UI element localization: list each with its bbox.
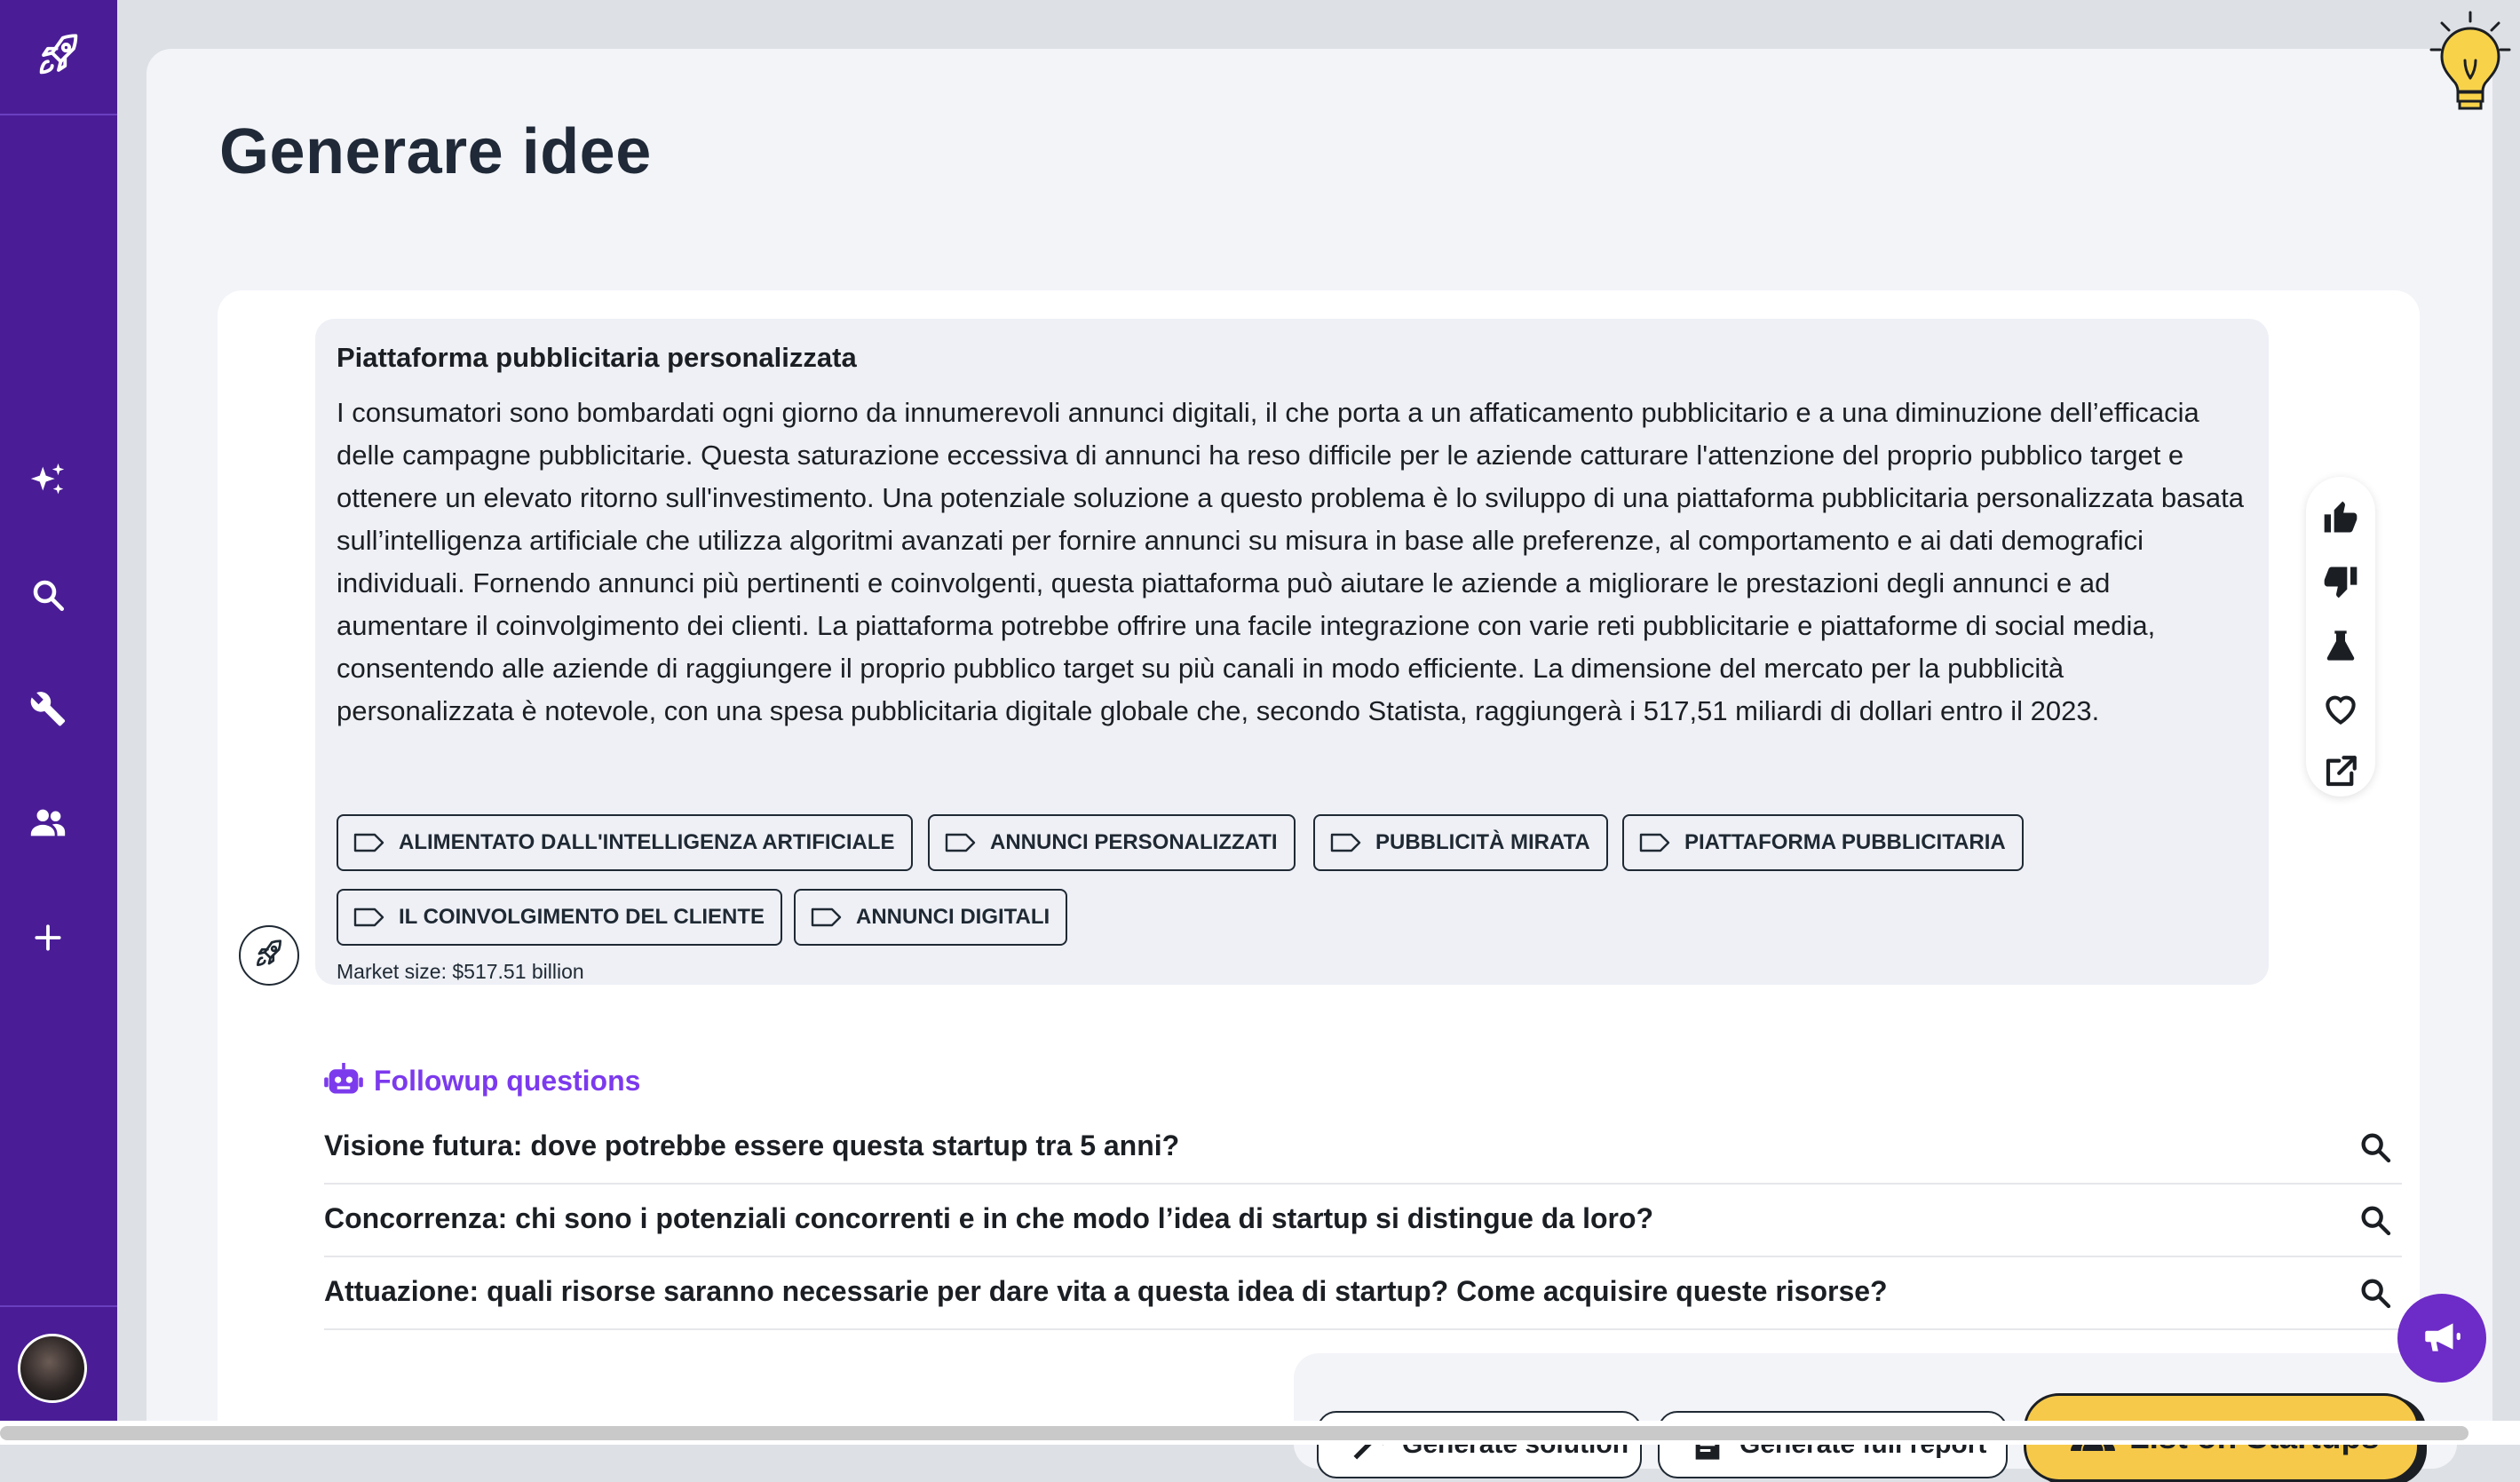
- idea-message: [315, 319, 2269, 985]
- main-panel: [147, 49, 2492, 1445]
- search-icon[interactable]: [2358, 1129, 2393, 1169]
- sidebar-item-new[interactable]: [23, 915, 73, 964]
- page-title: Generare idee: [219, 116, 652, 187]
- tag-label: ALIMENTATO DALL'INTELLIGENZA ARTIFICIALE: [399, 830, 895, 854]
- avatar[interactable]: [18, 1334, 87, 1403]
- tag-label: ANNUNCI PERSONALIZZATI: [990, 830, 1278, 854]
- favorite-button[interactable]: [2321, 692, 2360, 731]
- wrench-icon: [28, 688, 68, 733]
- sidebar-item-community[interactable]: [23, 799, 73, 849]
- tag-icon: [1329, 831, 1363, 854]
- tag-icon: [944, 831, 978, 854]
- tag-icon: [353, 831, 386, 854]
- logo[interactable]: [0, 0, 117, 115]
- like-button[interactable]: [2321, 500, 2360, 539]
- rocket-icon: [252, 937, 286, 975]
- tag-chip[interactable]: [337, 889, 782, 946]
- sidebar-item-generate[interactable]: [23, 457, 73, 507]
- idea-description: I consumatori sono bombardati ogni giorno da innumerevoli annunci digitali, il che porta a un affaticamento pubblicitario e a una diminuzione dell’efficacia delle campagne pubblicitarie. Questa saturazione eccessiva di annunci ha reso difficile per le aziende catturare l'attenzione del proprio pubblico target e ottenere un elevato ritorno sull'investimento. Una potenziale soluzione a questo problema è lo sviluppo di una piattaforma pubblicitaria personalizzata basata sull’intelligenza artificiale che utilizza algoritmi avanzati per fornire annunci su misura in base alle preferenze, al comportamento e ai dati demografici individuali. Fornendo annunci più pertinenti e coinvolgenti, questa piattaforma può aiutare le aziende a migliorare le prestazioni degli annunci e ad aumentare il coinvolgimento dei clienti. La piattaforma potrebbe offrire una facile integrazione con varie reti pubblicitarie e piattaforme di social media, consentendo alle aziende di raggiungere il proprio pubblico target su più canali in modo efficiente. La dimensione del mercato per la pubblicità personalizzata è notevole, con una spesa pubblicitaria digitale globale che, secondo Statista, raggiungerà i 517,51 miliardi di dollari entro il 2023.: [337, 397, 2244, 726]
- tag-chip[interactable]: [337, 814, 913, 871]
- megaphone-icon: [2420, 1314, 2464, 1363]
- tag-label: PIATTAFORMA PUBBLICITARIA: [1684, 830, 2006, 854]
- market-size: Market size: $517.51 billion: [337, 960, 584, 983]
- tag-label: IL COINVOLGIMENTO DEL CLIENTE: [399, 905, 765, 929]
- tag-icon: [353, 906, 386, 929]
- tag-chip[interactable]: [1622, 814, 2024, 871]
- search-icon[interactable]: [2358, 1202, 2393, 1242]
- open-external-button[interactable]: [2321, 754, 2360, 793]
- rocket-icon: [33, 29, 84, 85]
- followup-question-row[interactable]: [324, 1112, 2402, 1185]
- lightbulb-icon: [2424, 7, 2516, 123]
- sidebar-footer: [0, 1305, 117, 1421]
- experiment-button[interactable]: [2321, 628, 2360, 667]
- robot-icon: [324, 1063, 363, 1098]
- tag-chip[interactable]: [928, 814, 1296, 871]
- idea-card: [218, 290, 2420, 1445]
- tag-label: ANNUNCI DIGITALI: [856, 905, 1050, 929]
- followup-title: Followup questions: [374, 1064, 641, 1097]
- sidebar: [0, 0, 117, 1421]
- flask-icon: [2323, 628, 2358, 668]
- followup-question-row[interactable]: [324, 1257, 2402, 1330]
- sidebar-item-search[interactable]: [23, 572, 73, 622]
- dislike-button[interactable]: [2321, 564, 2360, 603]
- sparkles-icon: [28, 460, 68, 505]
- tag-chip[interactable]: [794, 889, 1067, 946]
- followup-question: Visione futura: dove potrebbe essere questa startup tra 5 anni?: [324, 1129, 1180, 1161]
- tag-icon: [810, 906, 844, 929]
- sidebar-item-tools[interactable]: [23, 686, 73, 735]
- tag-label: PUBBLICITÀ MIRATA: [1375, 830, 1590, 854]
- horizontal-scrollbar[interactable]: [0, 1421, 2520, 1445]
- people-icon: [28, 802, 68, 847]
- idea-action-rail: [2306, 477, 2375, 796]
- idea-title: Piattaforma pubblicitaria personalizzata: [337, 342, 857, 373]
- followup-question-row[interactable]: [324, 1185, 2402, 1257]
- bottom-action-bar: [1294, 1353, 2457, 1469]
- scrollbar-thumb[interactable]: [0, 1426, 2468, 1440]
- thumbs-down-icon: [2321, 562, 2360, 606]
- tag-icon: [1638, 831, 1672, 854]
- followup-heading: [324, 1063, 640, 1098]
- search-icon: [29, 576, 67, 618]
- external-link-icon: [2322, 753, 2359, 795]
- followup-question: Attuazione: quali risorse saranno necessarie per dare vita a questa idea di startup? Come acquisire queste risorse?: [324, 1275, 1888, 1307]
- assistant-avatar: [239, 925, 299, 986]
- heart-icon: [2321, 690, 2360, 733]
- thumbs-up-icon: [2321, 498, 2360, 542]
- plus-icon: [31, 921, 65, 959]
- search-icon[interactable]: [2358, 1275, 2393, 1315]
- announcement-button[interactable]: [2397, 1294, 2486, 1383]
- tag-chip[interactable]: [1313, 814, 1608, 871]
- followup-question: Concorrenza: chi sono i potenziali concorrenti e in che modo l’idea di startup si distingue da loro?: [324, 1202, 1654, 1234]
